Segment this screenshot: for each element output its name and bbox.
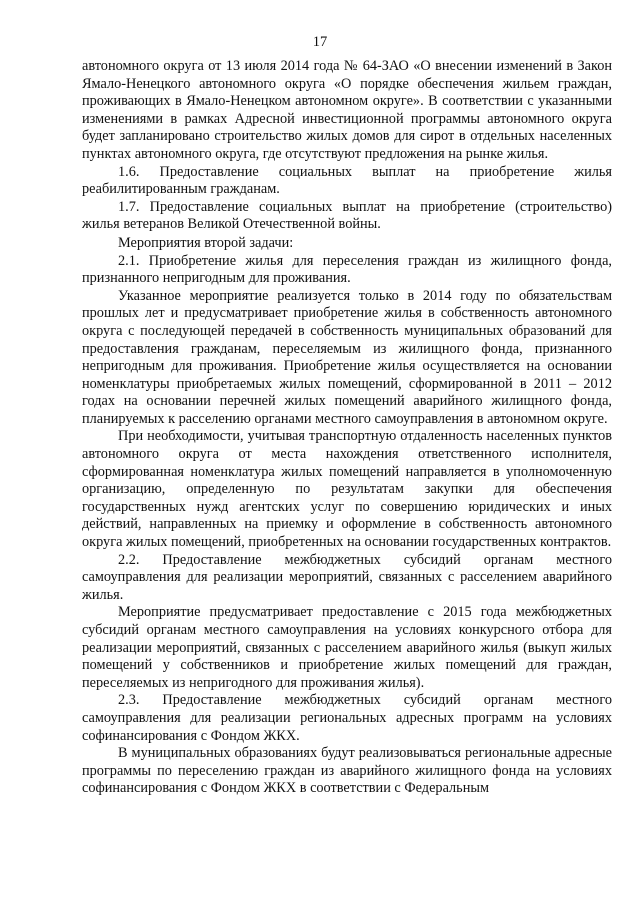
paragraph-2-1-additional: При необходимости, учитывая транспортную отдаленность населенных пунктов автономного округа от места нахождения ответственного исполнителя, сформированная номенклатура жилых помещений направляется в уполномоченную организацию, определенную по результатам закупки для обеспечения государственных нужд агентских услуг по совершению юридических и иных действий, направленных на приемку и оформление в собственность автономного округа жилых помещений, приобретенных на основании государственных контрактов. [82, 428, 612, 551]
paragraph-item-1-7: 1.7. Предоставление социальных выплат на приобретение (строительство) жилья ветеранов Великой Отечественной войны. [82, 198, 612, 233]
paragraph-second-task-heading: Мероприятия второй задачи: [118, 234, 294, 251]
document-body [82, 58, 612, 798]
paragraph-item-1-6: 1.6. Предоставление социальных выплат на приобретение жилья реабилитированным гражданам. [82, 163, 612, 198]
paragraph-2-3-description: В муниципальных образованиях будут реализовываться региональные адресные программы по переселению граждан из аварийного жилищного фонда на условиях софинансирования с Фондом ЖКХ в соответствии с Федеральным [82, 745, 612, 797]
paragraph-item-2-2: 2.2. Предоставление межбюджетных субсидий органам местного самоуправления для реализации мероприятий, связанных с расселением аварийного жилья. [82, 551, 612, 603]
paragraph-2-2-description: Мероприятие предусматривает предоставление с 2015 года межбюджетных субсидий органам местного самоуправления на условиях конкурсного отбора для реализации мероприятий, связанных с расселением аварийного жилья (выкуп жилых помещений у собственников и приобретение жилых помещений для граждан, переселяемых из непригодного для проживания жилья). [82, 604, 612, 691]
paragraph-item-2-1: 2.1. Приобретение жилья для переселения граждан из жилищного фонда, признанного непригодным для проживания. [82, 252, 612, 287]
paragraph-2-1-description: Указанное мероприятие реализуется только в 2014 году по обязательствам прошлых лет и предусматривает приобретение жилья в собственность автономного округа с последующей передачей в собственность муниципальных образований для предоставления гражданам, переселяемым из жилищного фонда, признанного непригодным для проживания. Приобретение жилья осуществляется на основании номенклатуры приобретаемых жилых помещений, сформированной в 2011 – 2012 годах на основании перечней жилых помещений аварийного жилищного фонда, планируемых к расселению органами местного самоуправления в автономном округе. [82, 287, 612, 427]
page-number: 17 [312, 34, 328, 50]
paragraph-item-2-3: 2.3. Предоставление межбюджетных субсидий органам местного самоуправления для реализации региональных адресных программ на условиях софинансирования с Фондом ЖКХ. [82, 692, 612, 744]
paragraph-continuation: автономного округа от 13 июля 2014 года № 64-ЗАО «О внесении изменений в Закон Ямало-Ненецкого автономного округа «О порядке обеспечения жильем граждан, проживающих в Ямало-Ненецком автономном округе». В соответствии с указанными изменениями в рамках Адресной инвестиционной программы автономного округа будет запланировано строительство жилых домов для сирот в отдельных населенных пунктах автономного округа, где отсутствуют предложения на рынке жилья. [82, 58, 612, 162]
